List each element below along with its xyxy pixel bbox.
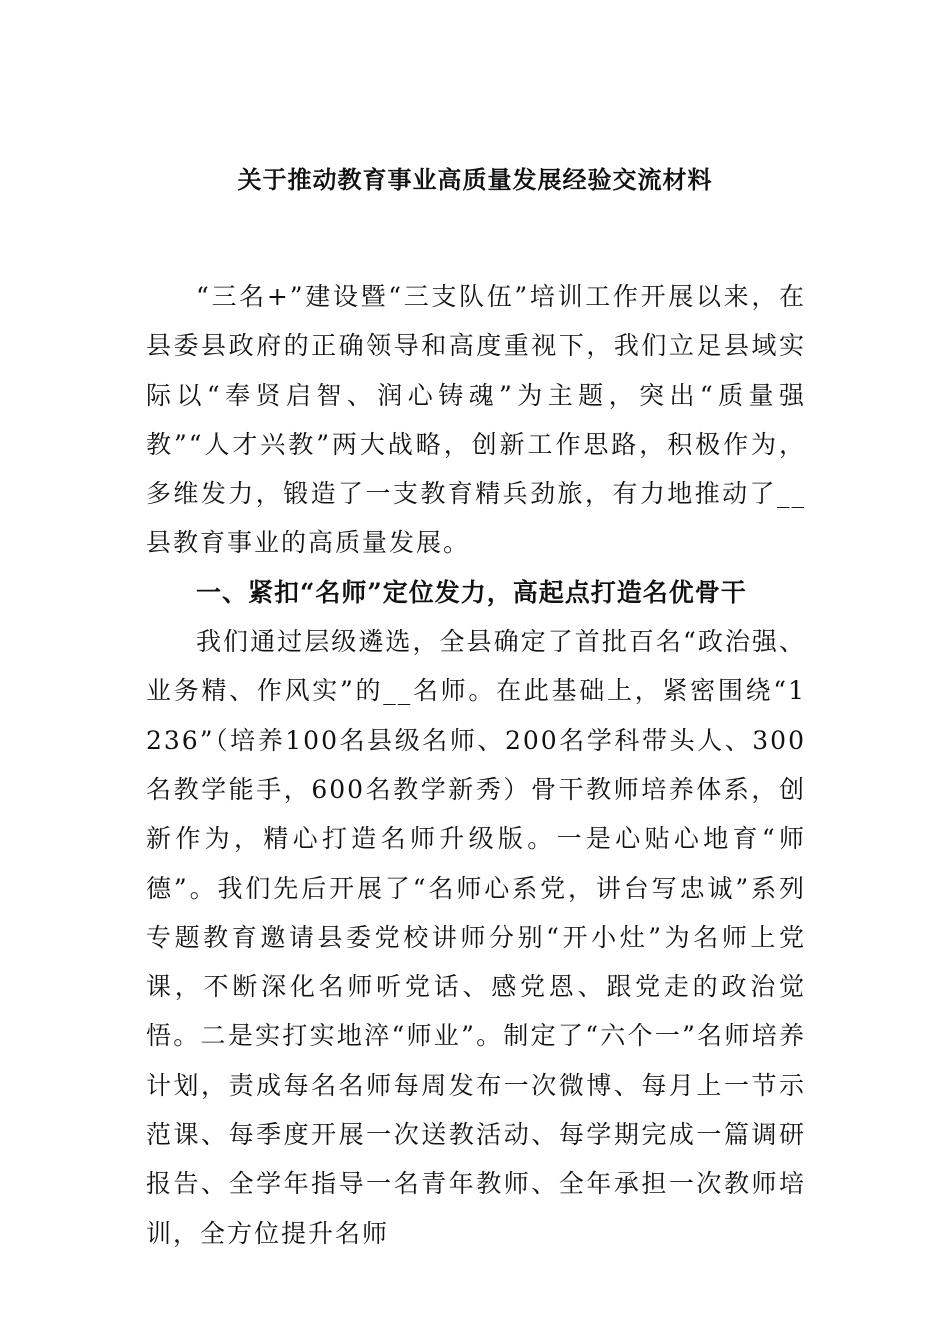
section-paragraph: 我们通过层级遴选，全县确定了首批百名“政治强、业务精、作风实”的__名师。在此基础上，紧密围绕“1236”（培养100名县级名师、200名学科带头人、300名教学能手，600名教学新秀）骨干教师培养体系，创新作为，精心打造名师升级版。一是心贴心地育“师德”。我们先后开展了“名师心系党，讲台写忠诚”系列专题教育邀请县委党校讲师分别“开小灶”为名师上党课，不断深化名师听党话、感党恩、跟党走的政治觉悟。二是实打实地淬“师业”。制定了“六个一”名师培养计划，责成每名名师每周发布一次微博、每月上一节示范课、每季度开展一次送教活动、每学期完成一篇调研报告、全学年指导一名青年教师、全年承担一次教师培训，全方位提升名师	[146, 627, 806, 1248]
document-body	[146, 272, 806, 1258]
section-heading: 一、紧扣“名师”定位发力，高起点打造名优骨干	[196, 577, 747, 607]
document-title: 关于推动教育事业高质量发展经验交流材料	[237, 165, 713, 194]
intro-paragraph: “三名+”建设暨“三支队伍”培训工作开展以来，在县委县政府的正确领导和高度重视下，我们立足县域实际以“奉贤启智、润心铸魂”为主题，突出“质量强教”“人才兴教”两大战略，创新工作思路，积极作为，多维发力，锻造了一支教育精兵劲旅，有力地推动了__县教育事业的高质量发展。	[146, 282, 806, 558]
